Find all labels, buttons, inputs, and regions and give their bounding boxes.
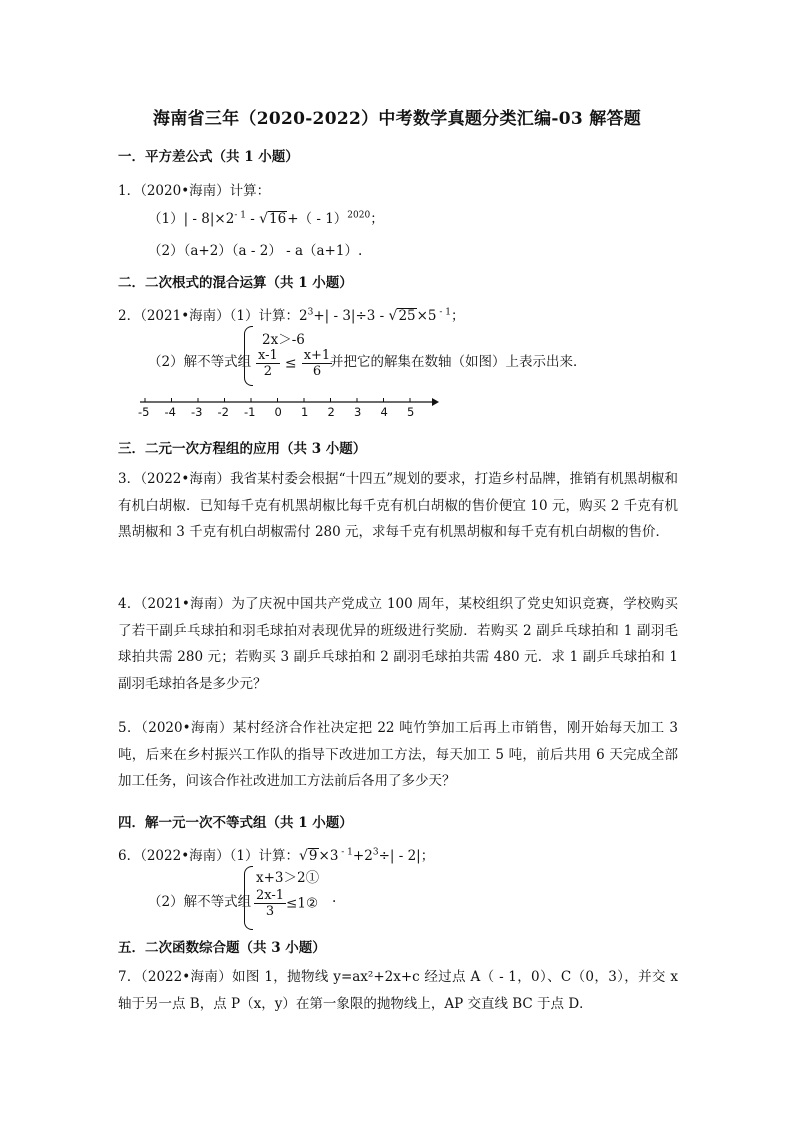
number-line-tick-label: 2 xyxy=(327,405,335,419)
q1-p1-radicand: 16 xyxy=(269,211,287,227)
q2-text-a: 2．（2021•海南）（1）计算：2 xyxy=(118,308,308,324)
q2-ineq1: 2x＞-6 xyxy=(262,332,305,348)
q2-fraction-2 xyxy=(302,348,333,379)
q2-exp2: - 1 xyxy=(436,307,452,318)
q6-f-den: 3 xyxy=(265,904,275,919)
number-line-tick-label: 5 xyxy=(407,405,415,419)
number-line-tick-label: -2 xyxy=(217,405,229,419)
q1-p1-text-b: - xyxy=(245,211,260,227)
radical-icon: √ xyxy=(388,308,398,324)
brace-icon xyxy=(244,866,253,930)
number-line-tick-label: -5 xyxy=(138,405,150,419)
q1-part1 xyxy=(148,207,384,227)
number-line-tick-label: 4 xyxy=(380,405,388,419)
q6-radicand: 9 xyxy=(308,848,318,864)
q2-f2-den: 6 xyxy=(312,364,322,379)
q2-heading xyxy=(118,304,465,324)
q2-le-sign: ≤ xyxy=(284,355,297,372)
q5-text: 5．（2020•海南）某村经济合作社决定把 22 吨竹笋加工后再上市销售，刚开始每天加工 3 吨，后来在乡村振兴工作队的指导下改进加工方法，每天加工 5 吨，前后共用 6 天完成全部加工任务，问该合作社改进加工方法前后各用了多少天？ xyxy=(118,720,678,789)
section-heading-3: 三．二元一次方程组的应用（共 3 小题） xyxy=(118,441,367,457)
number-line-tick-label: -1 xyxy=(244,405,256,419)
q2-part2-label: （2）解不等式组 xyxy=(148,354,252,370)
section-heading-4: 四．解一元一次不等式组（共 1 小题） xyxy=(118,815,353,831)
q6-ineq2-tail: ≤1② xyxy=(286,895,319,912)
q2-text-c: ×5 xyxy=(416,308,437,324)
q1-p1-exp1: - 1 xyxy=(234,210,246,221)
q6-text-b: ×3 xyxy=(318,848,339,864)
q6-heading xyxy=(118,844,434,864)
q2-text-b: +| - 3|÷3 - xyxy=(313,308,389,324)
radical-icon: √ xyxy=(259,211,269,227)
number-line-tick-label: -4 xyxy=(164,405,176,419)
q2-exp1: 3 xyxy=(307,307,314,318)
q6-f-num: 2x-1 xyxy=(256,888,285,903)
q6-text-d: ÷| - 2|； xyxy=(378,848,435,864)
q2-fraction-1 xyxy=(256,348,280,379)
q6-period: . xyxy=(332,890,337,906)
q7-text: 7．（2022•海南）如图 1，抛物线 y=ax²+2x+c 经过点 A（ - 1，0）、C（0，3），并交 x 轴于另一点 B，点 P（x，y）在第一象限的抛物线上，AP 交直线 BC 于点 D． xyxy=(118,969,678,1012)
q2-radicand: 25 xyxy=(398,308,416,324)
q6-ineq2 xyxy=(254,888,318,919)
q2-text-d: ； xyxy=(451,308,465,324)
q2-ineq2 xyxy=(256,348,332,379)
number-line-tick-label: 1 xyxy=(301,405,309,419)
q6-exp1: - 1 xyxy=(338,847,353,858)
number-line-tick-label: 3 xyxy=(354,405,362,419)
q6-part2-label: （2）解不等式组 xyxy=(148,894,252,910)
q6-text-a: 6．（2022•海南）（1）计算： xyxy=(118,848,299,864)
q2-part2-tail: 并把它的解集在数轴（如图）上表示出来． xyxy=(330,354,587,370)
q4-text: 4．（2021•海南）为了庆祝中国共产党成立 100 周年，某校组织了党史知识竞赛，学校购买了若干副乒乓球拍和羽毛球拍对表现优异的班级进行奖励．若购买 2 副乒乓球拍和 1 副羽毛球拍共需 280 元；若购买 3 副乒乓球拍和 2 副羽毛球拍共需 480 元．求 1 副乒乓球拍和 1 副羽毛球拍各是多少元？ xyxy=(118,596,678,692)
q2-f1-num: x-1 xyxy=(258,348,278,363)
q1-p1-text-a: （1）| - 8|×2 xyxy=(148,211,235,227)
document-title: 海南省三年（2020-2022）中考数学真题分类汇编-03 解答题 xyxy=(152,109,642,129)
q1-p1-text-c: +（ - 1） xyxy=(287,211,348,227)
q3-text: 3．（2022•海南）我省某村委会根据“十四五”规划的要求，打造乡村品牌，推销有机黑胡椒和有机白胡椒．已知每千克有机黑胡椒比每千克有机白胡椒的售价便宜 10 元，购买 2 千克有机黑胡椒和 3 千克有机白胡椒需付 280 元，求每千克有机黑胡椒和每千克有机白胡椒的售价． xyxy=(118,471,678,540)
q1-p1-exp2: 2020 xyxy=(347,210,371,221)
section-heading-2: 二．二次根式的混合运算（共 1 小题） xyxy=(118,275,353,291)
q6-fraction xyxy=(254,888,286,919)
brace-icon xyxy=(244,326,253,386)
q2-f1-den: 2 xyxy=(263,364,273,379)
q6-text-c: +2 xyxy=(352,848,373,864)
number-line-axis xyxy=(140,395,440,409)
q1-part2: （2）（a+2）（a - 2） - a（a+1）. xyxy=(148,243,363,259)
radical-icon: √ xyxy=(299,848,308,864)
q1-heading: 1．（2020•海南）计算： xyxy=(118,183,271,199)
section-heading-1: 一．平方差公式（共 1 小题） xyxy=(118,149,299,165)
number-line-tick-label: 0 xyxy=(274,405,282,419)
q1-p1-text-d: ； xyxy=(370,211,384,227)
q2-f2-num: x+1 xyxy=(303,348,331,363)
number-line-tick-label: -3 xyxy=(191,405,203,419)
section-heading-5: 五．二次函数综合题（共 3 小题） xyxy=(118,940,326,956)
q6-ineq1: x+3＞2① xyxy=(256,870,320,886)
q6-exp2: 3 xyxy=(372,847,379,858)
